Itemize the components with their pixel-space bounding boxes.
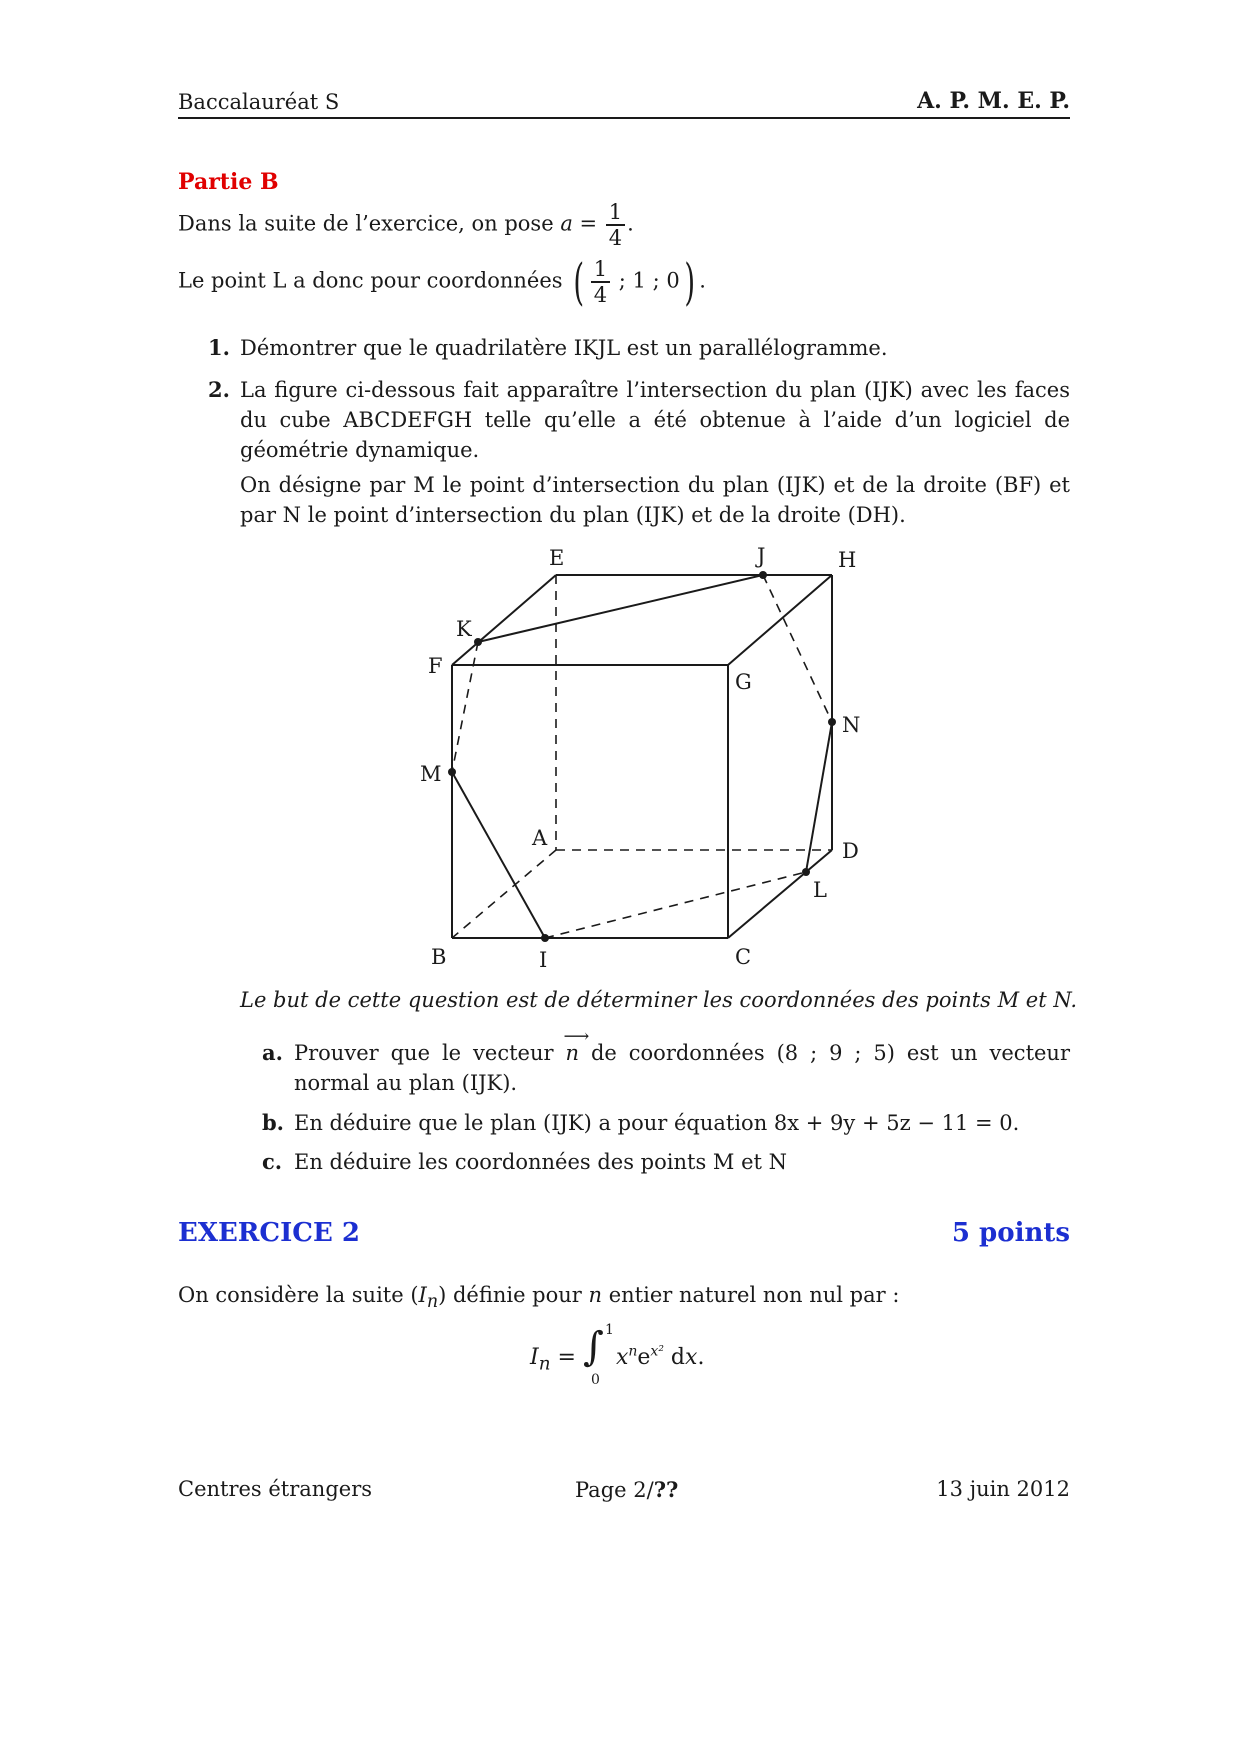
- line-pose-a: [178, 200, 634, 250]
- subquestion-c: [262, 1147, 1070, 1177]
- intro-I: I: [418, 1283, 427, 1307]
- intro-sub-n: n: [426, 1292, 439, 1313]
- subquestion-a: [262, 1026, 1071, 1098]
- section-title-partie-b: Partie B: [178, 169, 279, 195]
- integral-formula: [530, 1322, 705, 1388]
- label-f: F: [428, 654, 443, 678]
- vector-n-letter: n: [565, 1041, 580, 1065]
- point-n: [828, 718, 836, 726]
- footer-left: Centres étrangers: [178, 1477, 373, 1501]
- point-m: [448, 768, 456, 776]
- coords-rest: ; 1 ; 0: [612, 268, 680, 293]
- question-text: Démontrer que le quadrilatère IKJL est un parallélogramme.: [240, 336, 888, 360]
- frac-den: 4: [608, 226, 623, 250]
- question-2-paragraph: [208, 470, 1070, 530]
- label-l: L: [813, 878, 827, 902]
- point-l: [802, 868, 810, 876]
- label-g: G: [735, 670, 752, 694]
- cube-figure: [400, 538, 880, 978]
- edge-hg: [728, 575, 832, 665]
- question-number: 1.: [208, 335, 230, 360]
- label-a: A: [532, 826, 548, 850]
- question-number: 2.: [208, 377, 230, 402]
- sub-a-prefix: Prouver que le vecteur: [294, 1041, 566, 1065]
- frac-den-2: 4: [593, 283, 608, 307]
- subquestion-b: [262, 1108, 1070, 1138]
- segment-mi: [452, 772, 545, 938]
- line2-prefix: Le point L a donc pour coordonnées: [178, 268, 570, 293]
- frac-num: 1: [606, 200, 625, 226]
- label-e: E: [549, 546, 565, 570]
- sub-text-a: [294, 1026, 1071, 1098]
- line2-end: .: [699, 268, 706, 293]
- vector-n: [563, 1026, 590, 1068]
- frac-num-2: 1: [591, 257, 610, 283]
- label-n: N: [842, 713, 861, 737]
- label-b: B: [431, 945, 447, 969]
- exercise-2-intro: [178, 1280, 899, 1317]
- sub-number-c: c.: [262, 1149, 283, 1174]
- goal-note: Le but de cette question est de déterminer les coordonnées des points M et N.: [240, 988, 1078, 1012]
- hidden-segment-jn: [763, 575, 832, 722]
- label-d: D: [842, 839, 859, 863]
- integral-sign: ∫: [582, 1324, 604, 1370]
- integrand-exp-x2: x²: [650, 1343, 664, 1360]
- fraction-one-quarter: [606, 200, 625, 250]
- header-left: Baccalauréat S: [178, 90, 340, 114]
- equals: =: [572, 211, 604, 236]
- integrand-d: d: [663, 1345, 686, 1370]
- vector-arrow-icon: ⟶: [563, 1026, 590, 1047]
- sub-a-suffix: de coordonnées (8 ; 9 ; 5) est un vecteur normal au plan (IJK).: [294, 1041, 1071, 1095]
- intro-prefix: On considère la suite (: [178, 1283, 419, 1307]
- integrand-e: e: [637, 1345, 651, 1370]
- page-number: Page 2/: [575, 1478, 654, 1502]
- point-i: [541, 934, 549, 942]
- question-text: La figure ci-dessous fait apparaître l’intersection du plan (IJK) avec les faces du cube ABCDEFGH telle qu’elle a été obtenue à l’aide d’un logiciel de géométrie dynamique.: [240, 378, 1070, 462]
- point-k: [474, 638, 482, 646]
- right-paren: ): [684, 253, 695, 311]
- sub-text-c: En déduire les coordonnées des points M et N: [294, 1150, 787, 1174]
- question-2: [208, 375, 1070, 465]
- question-1: [208, 333, 1070, 363]
- var-a: a: [560, 211, 573, 236]
- left-paren: (: [573, 253, 585, 311]
- intro-mid: ) définie pour: [438, 1283, 589, 1307]
- line1-prefix: Dans la suite de l’exercice, on pose: [178, 211, 561, 236]
- point-j: [759, 571, 767, 579]
- line1-end: .: [627, 211, 634, 236]
- formula-end: .: [697, 1345, 705, 1370]
- line-point-l: [178, 253, 706, 311]
- exercise-2-points: 5 points: [951, 1218, 1070, 1248]
- header-right: A. P. M. E. P.: [917, 88, 1070, 114]
- integral-lower: 0: [590, 1372, 600, 1388]
- paragraph-text: On désigne par M le point d’intersection du plan (IJK) et de la droite (BF) et par N le point d’intersection du plan (IJK) et de la droite (DH).: [240, 473, 1070, 527]
- label-j: J: [757, 544, 766, 568]
- header-rule: [178, 117, 1070, 119]
- label-h: H: [838, 548, 857, 572]
- label-k: K: [456, 617, 472, 641]
- fraction-one-quarter-2: [591, 257, 610, 307]
- segment-kj: [478, 575, 763, 642]
- footer-center: [575, 1477, 678, 1502]
- sub-text-b: En déduire que le plan (IJK) a pour équation 8x + 9y + 5z − 11 = 0.: [294, 1111, 1020, 1135]
- integrand-exp-n: n: [628, 1343, 638, 1360]
- sub-number-a: a.: [262, 1040, 283, 1065]
- integral-upper: 1: [604, 1322, 614, 1338]
- integrand-x: x: [615, 1345, 629, 1370]
- exercise-2-title: EXERCICE 2: [178, 1218, 360, 1248]
- intro-suffix: entier naturel non nul par :: [602, 1283, 900, 1307]
- label-c: C: [735, 945, 752, 969]
- page-total: ??: [653, 1477, 679, 1502]
- label-m: M: [420, 762, 442, 786]
- sub-number-b: b.: [262, 1110, 284, 1135]
- formula-I: I: [530, 1345, 539, 1370]
- footer-right: 13 juin 2012: [936, 1477, 1070, 1501]
- intro-n: n: [588, 1283, 603, 1307]
- label-i: I: [539, 948, 548, 972]
- integral-block: [582, 1322, 614, 1388]
- integrand-dx: x: [685, 1345, 698, 1370]
- formula-equals: =: [550, 1345, 583, 1370]
- formula-sub-n: n: [538, 1353, 551, 1375]
